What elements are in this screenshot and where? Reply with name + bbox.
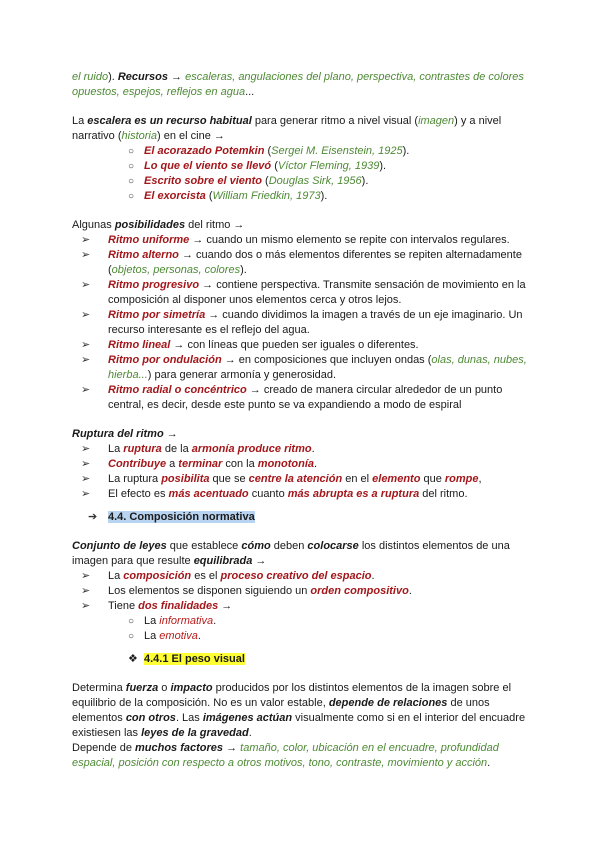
- conjunto-text: La: [108, 570, 124, 582]
- peso-text: .: [248, 727, 252, 739]
- film-open: (: [271, 160, 278, 172]
- film-item: [72, 189, 530, 204]
- ritmo-name: Ritmo lineal: [108, 339, 171, 351]
- ritmo-item: [72, 233, 530, 248]
- conjunto-text: que establece: [166, 540, 242, 552]
- arrowhead-bullet-icon: ➢: [81, 354, 91, 366]
- ruptura-heading-arrow: →: [163, 428, 178, 440]
- conjunto-text: es el: [191, 570, 221, 582]
- finalidad-text: La: [144, 615, 160, 627]
- conjunto-item: [72, 584, 530, 599]
- finalidad-item: [72, 629, 530, 644]
- ruptura-text: La: [108, 443, 124, 455]
- film-title: Escrito sobre el viento: [144, 175, 262, 187]
- ritmo-green: olas, dunas, nubes, hierba...: [108, 354, 527, 381]
- ruptura-item: [72, 457, 530, 472]
- ruptura-red: centre la atención: [248, 473, 343, 485]
- ruptura-text: del ritmo.: [419, 488, 468, 500]
- section-4-4-1-title: 4.4.1 El peso visual: [144, 653, 245, 665]
- escalera-green-1: imagen: [418, 115, 455, 127]
- escalera-green-2: historia: [121, 130, 157, 142]
- escalera-paragraph: [72, 114, 530, 144]
- diamond-bullet-icon: ❖: [128, 653, 138, 665]
- ruptura-item: [72, 487, 530, 502]
- ruptura-item: [72, 472, 530, 487]
- ritmo-text-end: ) para generar armonía y generosidad.: [147, 369, 337, 381]
- circle-bullet-icon: ○: [128, 161, 135, 172]
- ritmo-name: Ritmo por simetría: [108, 309, 206, 321]
- conjunto-text: .: [371, 570, 375, 582]
- ruptura-list: [72, 442, 530, 502]
- section-4-4-1-heading: [72, 652, 530, 667]
- conjunto-list: [72, 569, 530, 644]
- peso-arrow: →: [223, 742, 241, 754]
- arrowhead-bullet-icon: ➢: [81, 570, 91, 582]
- film-credit: Douglas Sirk, 1956: [268, 175, 362, 187]
- peso-bold: con otros: [125, 712, 176, 724]
- ruptura-text: con la: [222, 458, 258, 470]
- film-title: Lo que el viento se llevó: [144, 160, 272, 172]
- arrowhead-bullet-icon: ➢: [81, 488, 91, 500]
- arrow-right-icon: ➔: [88, 511, 98, 523]
- ritmo-item: [72, 353, 530, 383]
- ritmo-name: Ritmo uniforme: [108, 234, 190, 246]
- ritmo-text: → en composiciones que incluyen ondas (: [221, 354, 432, 366]
- conjunto-red: orden compositivo: [310, 585, 409, 597]
- finalidad-text: .: [197, 630, 201, 642]
- peso-bold: imágenes actúan: [202, 712, 293, 724]
- intro-green-1: el ruido: [72, 71, 109, 83]
- film-close: ).: [402, 145, 410, 157]
- peso-text: producidos por los distintos elementos de la imagen sobre el equilibrio de la composición. No es un valor estable,: [72, 682, 512, 709]
- arrowhead-bullet-icon: ➢: [81, 279, 91, 291]
- conjunto-item: [72, 569, 530, 584]
- ruptura-text: de la: [161, 443, 192, 455]
- peso-bold: muchos factores: [135, 742, 224, 754]
- posibilidades-bold: posibilidades: [114, 219, 186, 231]
- peso-bold: leyes de la gravedad: [141, 727, 249, 739]
- circle-bullet-icon: ○: [128, 616, 135, 627]
- intro-green-2: escaleras, angulaciones del plano, perspectiva, contrastes de colores opuestos, espejos, reflejos en agua: [72, 71, 524, 98]
- film-title: El exorcista: [144, 190, 206, 202]
- conjunto-text: →: [218, 600, 233, 612]
- film-close: ).: [320, 190, 328, 202]
- film-close: ).: [379, 160, 387, 172]
- film-close: ).: [361, 175, 369, 187]
- ritmo-list: [72, 233, 530, 413]
- ritmo-item: [72, 278, 530, 308]
- conjunto-paragraph: [72, 539, 530, 569]
- ruptura-text: .: [314, 458, 318, 470]
- ruptura-text: cuanto: [248, 488, 288, 500]
- finalidad-red: informativa: [159, 615, 214, 627]
- peso-paragraph: [72, 681, 530, 741]
- film-credit: Sergei M. Eisenstein, 1925: [271, 145, 403, 157]
- conjunto-item: [72, 599, 530, 614]
- arrowhead-bullet-icon: ➢: [81, 458, 91, 470]
- ruptura-red: más abrupta es a ruptura: [287, 488, 420, 500]
- ruptura-text: que: [420, 473, 445, 485]
- arrowhead-bullet-icon: ➢: [81, 249, 91, 261]
- circle-bullet-icon: ○: [128, 176, 135, 187]
- conjunto-text: Los elementos se disponen siguiendo un: [108, 585, 311, 597]
- peso-text: . Las: [175, 712, 203, 724]
- ritmo-item: [72, 383, 530, 413]
- ruptura-red: más acentuado: [168, 488, 249, 500]
- film-open: (: [261, 175, 269, 187]
- ruptura-red: posibilita: [161, 473, 210, 485]
- circle-bullet-icon: ○: [128, 191, 135, 202]
- escalera-text-3: ) y a nivel narrativo (: [72, 115, 502, 142]
- section-4-4-heading: [72, 510, 530, 525]
- film-title: El acorazado Potemkin: [144, 145, 265, 157]
- ritmo-item: [72, 338, 530, 353]
- finalidad-item: [72, 614, 530, 629]
- conjunto-text: .: [408, 585, 412, 597]
- arrowhead-bullet-icon: ➢: [81, 384, 91, 396]
- ruptura-heading: [72, 427, 530, 442]
- ruptura-heading-bold: Ruptura del ritmo: [72, 428, 164, 440]
- arrowhead-bullet-icon: ➢: [81, 339, 91, 351]
- intro-bold-recursos: Recursos: [117, 71, 168, 83]
- arrowhead-bullet-icon: ➢: [81, 473, 91, 485]
- ritmo-item: [72, 248, 530, 278]
- conjunto-red: proceso creativo del espacio: [220, 570, 372, 582]
- conjunto-bold: cómo: [241, 540, 271, 552]
- ritmo-text: → con líneas que pueden ser iguales o diferentes.: [170, 339, 419, 351]
- ruptura-red: Contribuye: [108, 458, 167, 470]
- conjunto-bold: equilibrada: [193, 555, 253, 567]
- arrowhead-bullet-icon: ➢: [81, 600, 91, 612]
- film-item: [72, 174, 530, 189]
- ruptura-red: monotonía: [257, 458, 315, 470]
- peso-text: Determina: [72, 682, 126, 694]
- ruptura-red: rompe: [444, 473, 479, 485]
- ruptura-text: ,: [478, 473, 482, 485]
- ruptura-text: a: [166, 458, 179, 470]
- document-page: [72, 70, 530, 771]
- escalera-bold-1: escalera es un recurso habitual: [87, 115, 252, 127]
- ruptura-red: terminar: [178, 458, 223, 470]
- film-open: (: [205, 190, 213, 202]
- ruptura-red: armonía produce ritmo: [191, 443, 312, 455]
- ritmo-text: → cuando un mismo elemento se repite con intervalos regulares.: [189, 234, 510, 246]
- posibilidades-text-2: del ritmo →: [185, 219, 245, 231]
- posibilidades-text-1: Algunas: [72, 219, 115, 231]
- peso-bold: depende de relaciones: [328, 697, 448, 709]
- ruptura-text: en el: [342, 473, 373, 485]
- peso-green: tamaño, color, ubicación en el encuadre, profundidad espacial, posición con respecto a otros motivos, tono, contraste, movimiento y acción: [72, 742, 499, 769]
- film-credit: Víctor Fleming, 1939: [277, 160, 380, 172]
- finalidad-red: emotiva: [159, 630, 198, 642]
- ritmo-name: Ritmo alterno: [108, 249, 179, 261]
- ritmo-text: → cuando dividimos la imagen a través de un eje imaginario. Un recurso interesante es el reflejo del agua.: [108, 309, 523, 336]
- ruptura-text: .: [311, 443, 315, 455]
- ruptura-item: [72, 442, 530, 457]
- ritmo-item: [72, 308, 530, 338]
- ruptura-text: La ruptura: [108, 473, 162, 485]
- intro-text-1: ).: [108, 71, 118, 83]
- finalidad-text: La: [144, 630, 160, 642]
- conjunto-text: Tiene: [108, 600, 139, 612]
- ruptura-text: que se: [209, 473, 249, 485]
- ritmo-text: → cuando dos o más elementos diferentes se repiten alternadamente (: [108, 249, 522, 276]
- film-credit: William Friedkin, 1973: [212, 190, 321, 202]
- intro-text-2: ...: [245, 86, 255, 98]
- finalidad-text: .: [213, 615, 217, 627]
- arrowhead-bullet-icon: ➢: [81, 443, 91, 455]
- conjunto-text: →: [252, 555, 267, 567]
- conjunto-red: composición: [123, 570, 192, 582]
- ritmo-text: → creado de manera circular alrededor de un punto central, es decir, desde este punto se va expandiendo a modo de espiral: [108, 384, 503, 411]
- ritmo-text: → contiene perspectiva. Transmite sensación de movimiento en la composición al disponer unos elementos cerca y otros lejos.: [108, 279, 526, 306]
- circle-bullet-icon: ○: [128, 146, 135, 157]
- ruptura-text: El efecto es: [108, 488, 169, 500]
- posibilidades-paragraph: [72, 218, 530, 233]
- ritmo-name: Ritmo radial o concéntrico: [108, 384, 247, 396]
- intro-arrow: →: [168, 71, 186, 83]
- peso-bold: fuerza: [125, 682, 159, 694]
- peso-factores-paragraph: [72, 741, 530, 771]
- peso-text: de unos elementos: [72, 697, 490, 724]
- escalera-text-1: La: [72, 115, 88, 127]
- escalera-text-2: para generar ritmo a nivel visual (: [251, 115, 419, 127]
- peso-text: Depende de: [72, 742, 135, 754]
- conjunto-bold: Conjunto de leyes: [72, 540, 167, 552]
- ruptura-red: elemento: [372, 473, 421, 485]
- ritmo-green: objetos, personas, colores: [111, 264, 241, 276]
- conjunto-text: los distintos elementos de una imagen para que resulte: [72, 540, 510, 567]
- film-list: [72, 144, 530, 204]
- conjunto-bold: colocarse: [307, 540, 359, 552]
- arrowhead-bullet-icon: ➢: [81, 309, 91, 321]
- circle-bullet-icon: ○: [128, 631, 135, 642]
- intro-paragraph: [72, 70, 530, 100]
- ruptura-red: ruptura: [123, 443, 162, 455]
- ritmo-text-end: ).: [240, 264, 247, 276]
- conjunto-red: dos finalidades: [138, 600, 219, 612]
- section-4-4-title: 4.4. Composición normativa: [108, 511, 255, 523]
- film-item: [72, 159, 530, 174]
- ritmo-name: Ritmo por ondulación: [108, 354, 222, 366]
- peso-text: o: [158, 682, 171, 694]
- conjunto-text: deben: [270, 540, 308, 552]
- arrowhead-bullet-icon: ➢: [81, 585, 91, 597]
- film-open: (: [264, 145, 272, 157]
- peso-text: visualmente como si en el interior del encuadre existiesen las: [72, 712, 526, 739]
- escalera-text-4: ) en el cine →: [157, 130, 225, 142]
- ritmo-name: Ritmo progresivo: [108, 279, 200, 291]
- peso-bold: impacto: [170, 682, 213, 694]
- peso-text: .: [487, 757, 491, 769]
- film-item: [72, 144, 530, 159]
- arrowhead-bullet-icon: ➢: [81, 234, 91, 246]
